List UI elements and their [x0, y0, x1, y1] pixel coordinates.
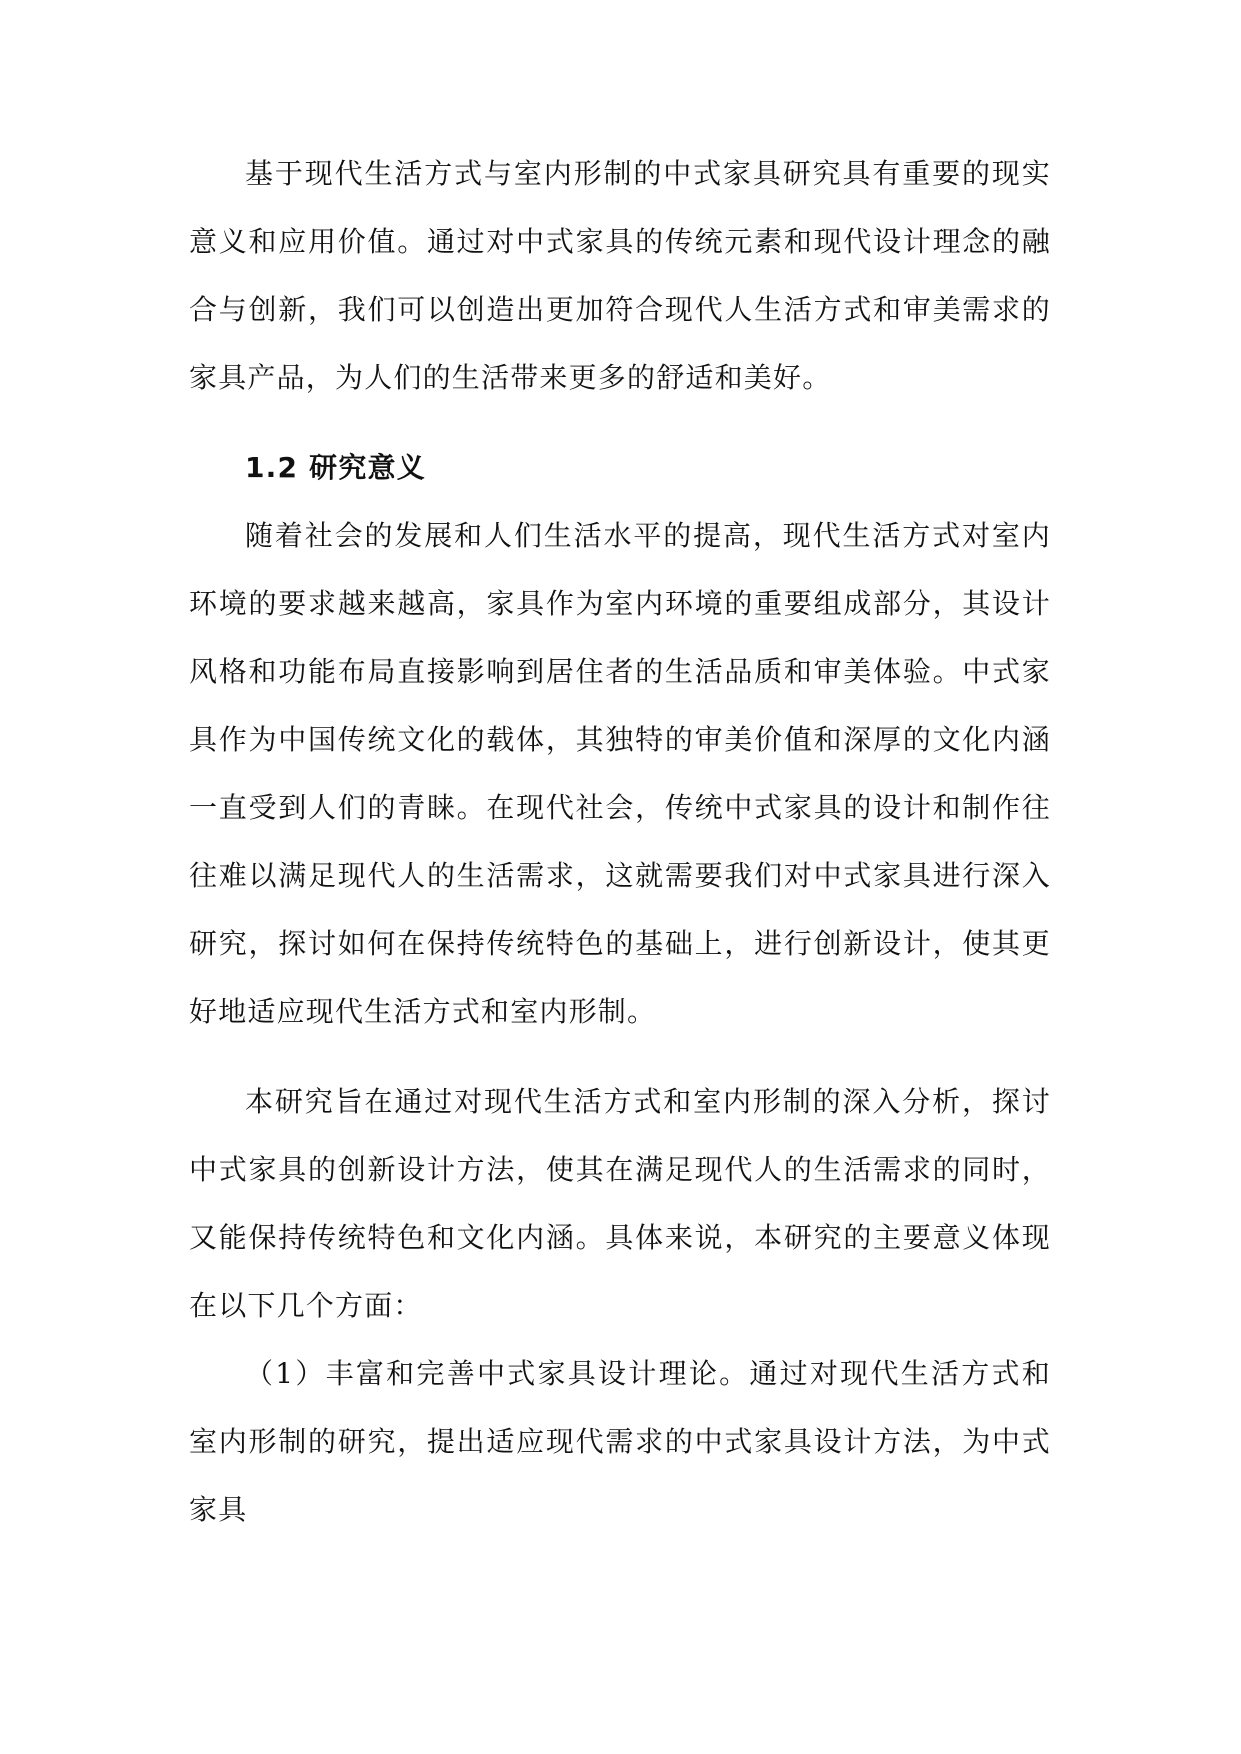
- section-heading: 1.2 研究意义: [245, 451, 426, 484]
- body-paragraph-2: 本研究旨在通过对现代生活方式和室内形制的深入分析，探讨中式家具的创新设计方法，使其在满足现代人的生活需求的同时，又能保持传统特色和文化内涵。具体来说，本研究的主要意义体现在以下几个方面：: [189, 1085, 1051, 1322]
- body-paragraph-1: 随着社会的发展和人们生活水平的提高，现代生活方式对室内环境的要求越来越高，家具作为室内环境的重要组成部分，其设计风格和功能布局直接影响到居住者的生活品质和审美体验。中式家具作为中国传统文化的载体，其独特的审美价值和深厚的文化内涵一直受到人们的青睐。在现代社会，传统中式家具的设计和制作往往难以满足现代人的生活需求，这就需要我们对中式家具进行深入研究，探讨如何在保持传统特色的基础上，进行创新设计，使其更好地适应现代生活方式和室内形制。: [189, 519, 1051, 1028]
- intro-paragraph: 基于现代生活方式与室内形制的中式家具研究具有重要的现实意义和应用价值。通过对中式家具的传统元素和现代设计理念的融合与创新，我们可以创造出更加符合现代人生活方式和审美需求的家具产品，为人们的生活带来更多的舒适和美好。: [189, 157, 1051, 394]
- body-paragraph-3: （1）丰富和完善中式家具设计理论。通过对现代生活方式和室内形制的研究，提出适应现代需求的中式家具设计方法，为中式家具: [189, 1357, 1051, 1526]
- document-body: [189, 140, 1051, 1544]
